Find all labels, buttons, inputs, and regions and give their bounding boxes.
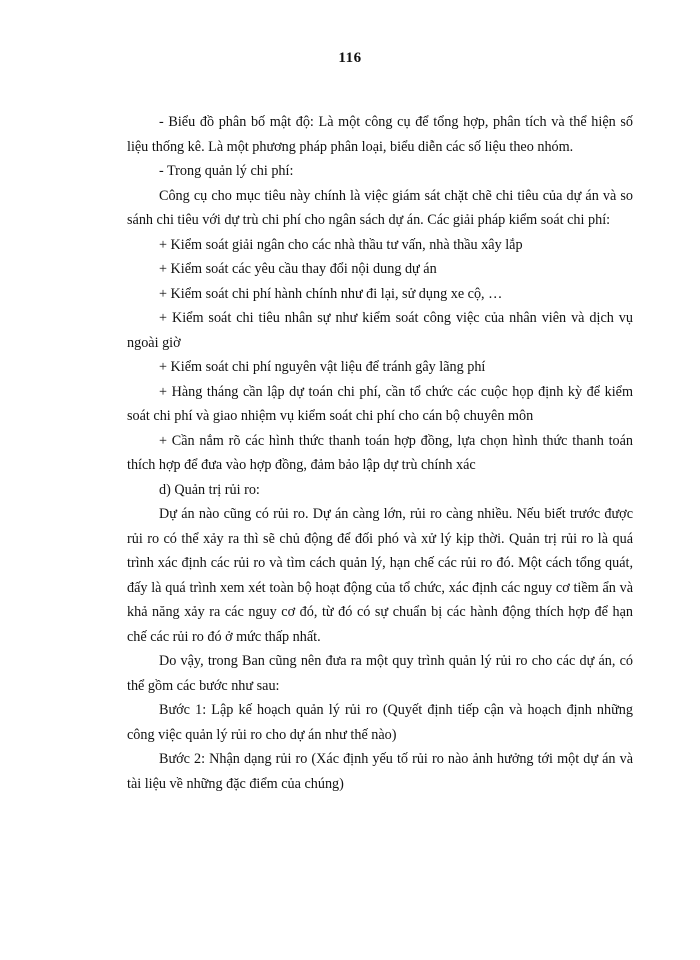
- list-item: + Hàng tháng cần lập dự toán chi phí, cần tổ chức các cuộc họp định kỳ để kiểm soát chi phí và giao nhiệm vụ kiểm soát chi phí cho cán bộ chuyên môn: [127, 383, 633, 424]
- paragraph-cost-tools: Công cụ cho mục tiêu này chính là việc giám sát chặt chẽ chi tiêu của dự án và so sánh chi tiêu với dự trù chi phí cho ngân sách dự án. Các giải pháp kiểm soát chi phí:: [127, 187, 633, 228]
- list-item: + Kiểm soát chi phí hành chính như đi lại, sử dụng xe cộ, …: [159, 285, 503, 302]
- list-item: + Kiểm soát chi phí nguyên vật liệu để tránh gây lãng phí: [159, 359, 486, 375]
- list-item: + Kiểm soát các yêu cầu thay đổi nội dung dự án: [159, 261, 437, 277]
- paragraph-step-2: Bước 2: Nhận dạng rủi ro (Xác định yếu tố rủi ro nào ảnh hưởng tới một dự án và tài liệu về những đặc điểm của chúng): [127, 751, 633, 792]
- section-heading-risk-management: d) Quản trị rủi ro:: [159, 481, 260, 498]
- page-number: 116: [338, 50, 362, 66]
- paragraph-density-chart: - Biểu đồ phân bố mật độ: Là một công cụ để tổng hợp, phân tích và thể hiện số liệu thống kê. Là một phương pháp phân loại, biểu diễn các số liệu theo nhóm.: [127, 114, 633, 155]
- paragraph-cost-management-heading: - Trong quản lý chi phí:: [159, 163, 294, 179]
- list-item: + Cần nắm rõ các hình thức thanh toán hợp đồng, lựa chọn hình thức thanh toán thích hợp để đưa vào hợp đồng, đảm bảo lập dự trù chính xác: [127, 432, 633, 473]
- body-text: [127, 110, 633, 796]
- paragraph-risk-process-intro: Do vậy, trong Ban cũng nên đưa ra một quy trình quản lý rủi ro cho các dự án, có thể gồm các bước như sau:: [127, 653, 633, 694]
- list-item: + Kiểm soát chi tiêu nhân sự như kiểm soát công việc của nhân viên và dịch vụ ngoài giờ: [127, 310, 633, 351]
- paragraph-step-1: Bước 1: Lập kế hoạch quản lý rủi ro (Quyết định tiếp cận và hoạch định những công việc quản lý rủi ro cho dự án như thế nào): [127, 702, 633, 743]
- paragraph-risk-overview: Dự án nào cũng có rủi ro. Dự án càng lớn, rủi ro càng nhiều. Nếu biết trước được rủi ro có thể xảy ra thì sẽ chủ động để đối phó và xử lý kịp thời. Quản trị rủi ro là quá trình xác định các rủi ro và tìm cách quản lý, hạn chế các rủi ro đó. Một cách tổng quát, đấy là quá trình xem xét toàn bộ hoạt động của tổ chức, xác định các nguy cơ tiềm ẩn và khả năng xảy ra các nguy cơ đó, từ đó có sự chuẩn bị các hành động thích hợp để hạn chế các rủi ro đó ở mức thấp nhất.: [127, 506, 633, 645]
- list-item: + Kiểm soát giải ngân cho các nhà thầu tư vấn, nhà thầu xây lắp: [159, 236, 523, 253]
